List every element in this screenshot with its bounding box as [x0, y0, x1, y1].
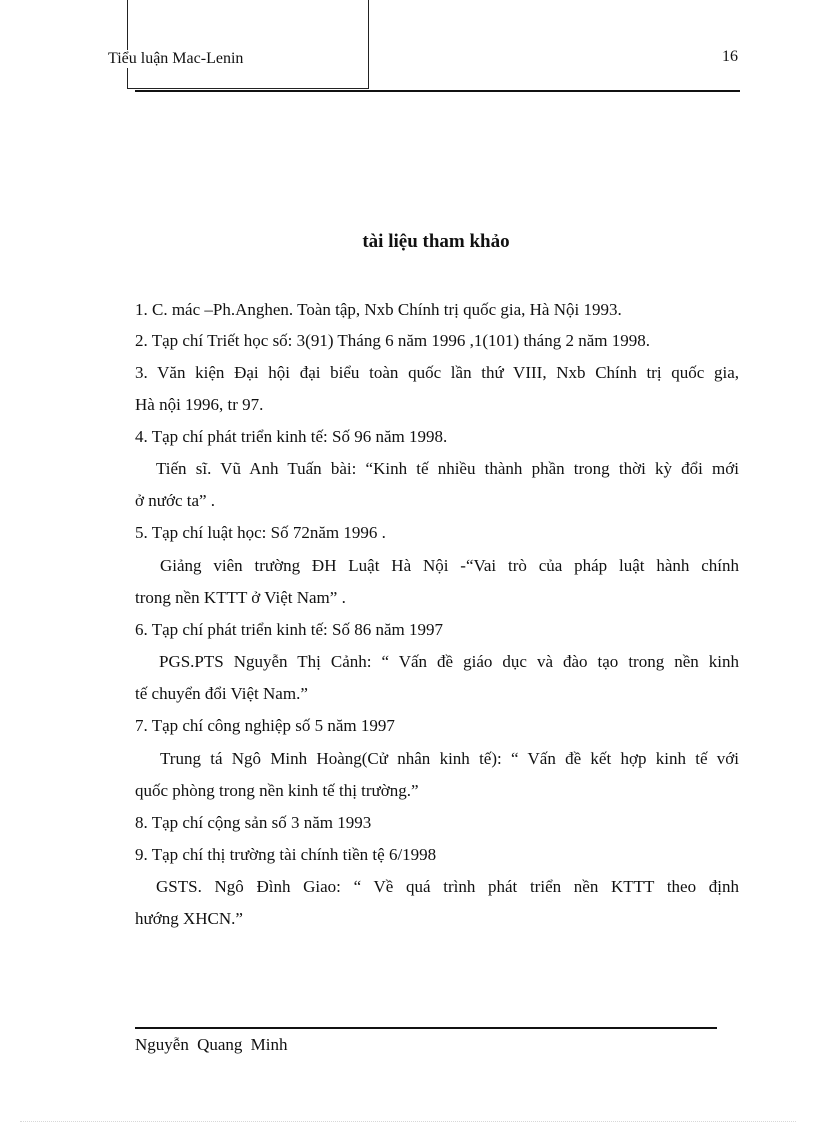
reference-line: 7. Tạp chí công nghiệp số 5 năm 1997 [135, 716, 395, 735]
page-number: 16 [722, 48, 738, 65]
reference-line: trong nền KTTT ở Việt Nam” . [135, 588, 346, 607]
reference-line: 2. Tạp chí Triết học số: 3(91) Tháng 6 năm 1996 ,1(101) tháng 2 năm 1998. [135, 331, 650, 350]
reference-line: tế chuyển đổi Việt Nam.” [135, 684, 308, 703]
page-title: tài liệu tham khảo [362, 231, 510, 252]
header-title: Tiểu luận Mac-Lenin [108, 50, 244, 67]
reference-line: Hà nội 1996, tr 97. [135, 395, 264, 414]
footer-author: Nguyễn Quang Minh [135, 1035, 288, 1054]
reference-line: PGS.PTS Nguyễn Thị Cảnh: “ Vấn đề giáo dục và đào tạo trong nền kinh [159, 652, 739, 671]
reference-line: Tiến sĩ. Vũ Anh Tuấn bài: “Kinh tế nhiều thành phần trong thời kỳ đổi mới [156, 459, 739, 478]
reference-line: Trung tá Ngô Minh Hoàng(Cử nhân kinh tế): “ Vấn đề kết hợp kinh tế với [160, 749, 739, 768]
reference-line: hướng XHCN.” [135, 909, 243, 928]
reference-line: quốc phòng trong nền kinh tế thị trường.” [135, 781, 419, 800]
reference-line: ở nước ta” . [135, 491, 216, 510]
page-bottom-edge [20, 1121, 796, 1122]
reference-line: 6. Tạp chí phát triển kinh tế: Số 86 năm 1997 [135, 620, 444, 639]
reference-line: GSTS. Ngô Đình Giao: “ Về quá trình phát triển nền KTTT theo định [156, 877, 739, 896]
reference-line: 5. Tạp chí luật học: Số 72năm 1996 . [135, 523, 386, 542]
reference-line: 4. Tạp chí phát triển kinh tế: Số 96 năm 1998. [135, 427, 448, 446]
reference-line: 9. Tạp chí thị trường tài chính tiền tệ 6/1998 [135, 845, 437, 864]
reference-line: 8. Tạp chí cộng sản số 3 năm 1993 [135, 813, 372, 832]
footer-rule [135, 1027, 717, 1029]
reference-line: 1. C. mác –Ph.Anghen. Toàn tập, Nxb Chính trị quốc gia, Hà Nội 1993. [135, 300, 622, 319]
reference-line: Giảng viên trường ĐH Luật Hà Nội -“Vai trò của pháp luật hành chính [160, 556, 739, 575]
reference-line: 3. Văn kiện Đại hội đại biểu toàn quốc lần thứ VIII, Nxb Chính trị quốc gia, [135, 363, 739, 382]
